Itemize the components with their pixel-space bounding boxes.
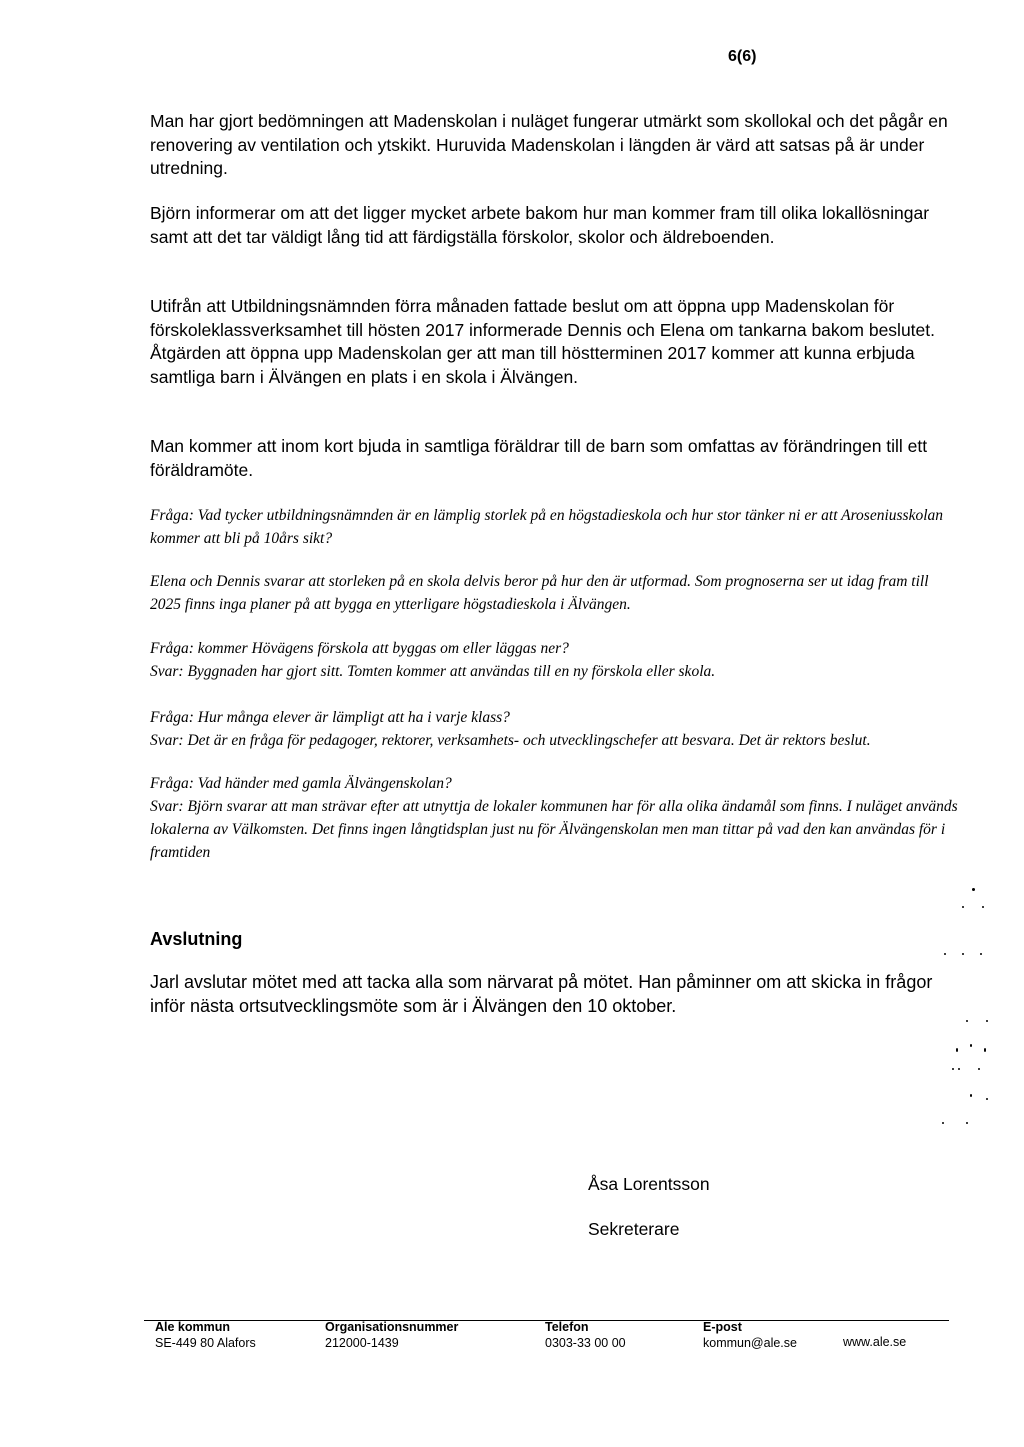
section-heading: Avslutning <box>150 929 243 949</box>
footer-org <box>155 1320 256 1351</box>
qa-line: Svar: Det är en fråga för pedagoger, rektorer, verksamhets- och utvecklingschefer att besvara. Det är rektors beslut. <box>150 732 871 749</box>
footer-website[interactable]: www.ale.se <box>843 1335 907 1349</box>
qa-line: Elena och Dennis svarar att storleken på en skola delvis beror på hur den är utformad. Som prognoserna ser ut idag fram till 2025 finns inga planer på att bygga en ytterligare högstadieskola i Älvängen. <box>150 573 929 613</box>
qa-line: Fråga: Hur många elever är lämpligt att ha i varje klass? <box>150 709 510 726</box>
footer-email-value[interactable]: kommun@ale.se <box>703 1335 797 1350</box>
qa-block <box>150 570 960 616</box>
qa-block <box>150 706 960 752</box>
qa-line: Svar: Björn svarar att man strävar efter att utnyttja de lokaler kommunen har för alla olika ändamål som finns. I nuläget används lokalerna av Välkomsten. Det finns ingen långtidsplan just nu för Älvängenskolan men man tittar på vad den kan användas för i framtiden <box>150 798 958 861</box>
qa-block <box>150 772 960 864</box>
page-number: 6(6) <box>728 48 757 65</box>
qa-block <box>150 637 960 683</box>
qa-line: Svar: Byggnaden har gjort sitt. Tomten kommer att användas till en ny förskola eller skola. <box>150 663 716 680</box>
footer-email <box>703 1320 797 1351</box>
footer-org-label: Ale kommun <box>155 1320 231 1334</box>
body-paragraph: Utifrån att Utbildningsnämnden förra månaden fattade beslut om att öppna upp Madenskolan för förskoleklassverksamhet till hösten 2017 informerade Dennis och Elena om tankarna bakom beslutet. Åtgärden att öppna upp Madenskolan ger att man till höstterminen 2017 kommer att kunna erbjuda samtliga barn i Älvängen en plats i en skola i Älvängen. <box>150 296 935 387</box>
body-paragraph: Man kommer att inom kort bjuda in samtliga föräldrar till de barn som omfattas av förändringen till ett föräldramöte. <box>150 436 928 480</box>
footer-phone-label: Telefon <box>545 1320 589 1334</box>
closing-paragraph: Jarl avslutar mötet med att tacka alla som närvarat på mötet. Han påminner om att skicka in frågor inför nästa ortsutvecklingsmöte som är i Älvängen den 10 oktober. <box>150 972 933 1016</box>
footer-email-label: E-post <box>703 1320 742 1334</box>
footer-orgnr <box>325 1320 458 1351</box>
qa-line: Fråga: Vad händer med gamla Älvängenskolan? <box>150 775 452 792</box>
footer-phone-value: 0303-33 00 00 <box>545 1335 626 1350</box>
qa-block <box>150 504 960 550</box>
footer-orgnr-label: Organisationsnummer <box>325 1320 459 1334</box>
body-paragraph: Man har gjort bedömningen att Madenskolan i nuläget fungerar utmärkt som skollokal och det pågår en renovering av ventilation och ytskikt. Huruvida Madenskolan i längden är värd att satsas på är under utredning. <box>150 111 948 178</box>
footer-org-address: SE-449 80 Alafors <box>155 1335 256 1350</box>
signature-name: Åsa Lorentsson <box>588 1174 710 1194</box>
body-paragraph: Björn informerar om att det ligger mycket arbete bakom hur man kommer fram till olika lokallösningar samt att det tar väldigt lång tid att färdigställa förskolor, skolor och äldreboenden. <box>150 203 930 247</box>
footer-orgnr-value: 212000-1439 <box>325 1335 399 1350</box>
signature-title: Sekreterare <box>588 1219 680 1239</box>
qa-line: Fråga: Vad tycker utbildningsnämnden är en lämplig storlek på en högstadieskola och hur stor tänker ni er att Aroseniusskolan kommer att bli på 10års sikt? <box>150 507 944 547</box>
footer-phone <box>545 1320 626 1351</box>
qa-line: Fråga: kommer Hövägens förskola att byggas om eller läggas ner? <box>150 640 569 657</box>
